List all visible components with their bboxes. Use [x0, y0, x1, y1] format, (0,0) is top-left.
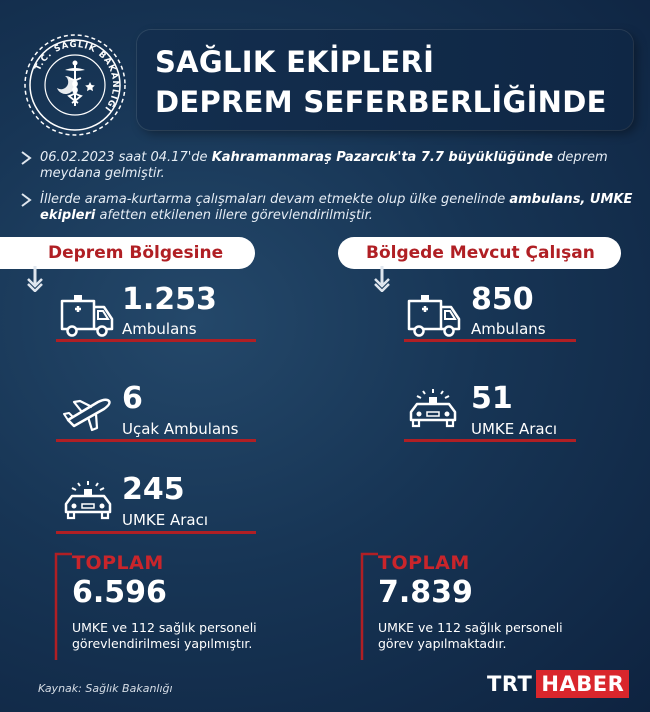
stat-label: Ambulans — [122, 320, 197, 338]
source-note: Kaynak: Sağlık Bakanlığı — [38, 682, 173, 695]
ambulance-icon — [405, 293, 463, 339]
left-section-header: Deprem Bölgesine — [0, 237, 255, 269]
chevron-right-icon — [20, 193, 32, 207]
corner-bracket — [54, 552, 74, 662]
brand-part-1: TRT — [487, 672, 533, 696]
right-section-header: Bölgede Mevcut Çalışan — [338, 237, 621, 269]
bullet-2 — [20, 192, 635, 224]
bullet-1-text-end: deprem meydana gelmiştir. — [40, 150, 608, 181]
stat-label: UMKE Aracı — [122, 511, 209, 529]
title-line-2: DEPREM SEFERBERLİĞİNDE — [155, 85, 607, 119]
bullet-1-bold: Kahramanmaraş Pazarcık'ta 7.7 büyüklüğünde — [211, 150, 553, 165]
arrow-down-icon — [372, 266, 392, 292]
brand-part-2: HABER — [536, 670, 629, 698]
bullet-1-text: 06.02.2023 saat 04.17'de — [40, 150, 212, 165]
total-description-line-2: görev yapılmaktadır. — [378, 636, 507, 651]
total-value: 6.596 — [72, 575, 167, 610]
emergency-car-icon — [60, 480, 118, 526]
title-banner — [137, 30, 633, 130]
stat-value: 1.253 — [122, 282, 217, 317]
corner-bracket — [360, 552, 380, 662]
divider — [404, 339, 576, 342]
stat-label: Uçak Ambulans — [122, 420, 239, 438]
stat-value: 51 — [471, 381, 513, 416]
logo-text: T.C. SAĞLIK BAKANLIĞI — [33, 39, 121, 114]
total-label: TOPLAM — [378, 552, 470, 574]
plane-icon — [60, 390, 118, 436]
emergency-car-icon — [405, 388, 463, 434]
chevron-right-icon — [20, 151, 32, 165]
bullet-2-bold: ambulans, UMKE ekipleri — [40, 192, 633, 223]
bullet-1 — [20, 150, 635, 182]
bullet-2-text: İllerde arama-kurtarma çalışmaları devam etmekte olup ülke genelinde — [40, 192, 510, 207]
stat-value: 850 — [471, 282, 534, 317]
stat-value: 245 — [122, 472, 185, 507]
bullet-2-text-end: afetten etkilenen illere görevlendirilmiştir. — [95, 208, 373, 223]
divider — [56, 339, 256, 342]
title-line-1: SAĞLIK EKİPLERİ — [155, 45, 435, 79]
divider — [56, 439, 256, 442]
total-value: 7.839 — [378, 575, 473, 610]
total-description-line-2: görevlendirilmesi yapılmıştır. — [72, 636, 253, 651]
stat-label: UMKE Aracı — [471, 420, 558, 438]
total-label: TOPLAM — [72, 552, 164, 574]
divider — [404, 439, 576, 442]
total-description-line-1: UMKE ve 112 sağlık personeli — [378, 620, 563, 635]
ambulance-icon — [58, 293, 116, 339]
ministry-logo — [20, 30, 130, 140]
trt-haber-logo — [487, 670, 629, 698]
stat-label: Ambulans — [471, 320, 546, 338]
arrow-down-icon — [25, 266, 45, 292]
total-description-line-1: UMKE ve 112 sağlık personeli — [72, 620, 257, 635]
stat-value: 6 — [122, 381, 143, 416]
divider — [56, 531, 256, 534]
